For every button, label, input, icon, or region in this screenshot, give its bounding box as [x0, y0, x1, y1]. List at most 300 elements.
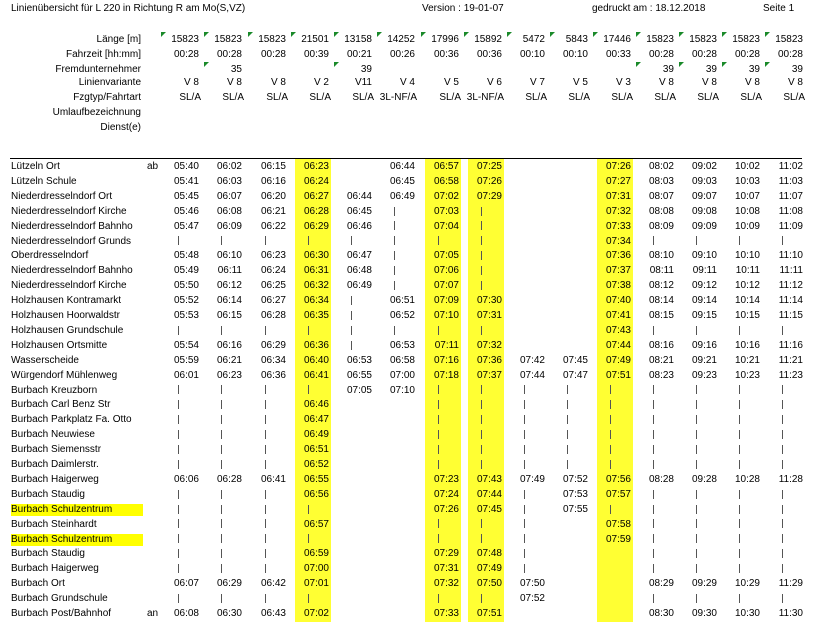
- stop-name: Burbach Staudig: [11, 488, 85, 500]
- pass-through-bar: [265, 593, 267, 605]
- pass-through-bar: [696, 534, 698, 546]
- stop-name: Burbach Steinhardt: [11, 518, 97, 530]
- departure-time: 05:59: [173, 354, 199, 366]
- departure-time: 07:32: [433, 578, 459, 590]
- pass-through-bar: [653, 236, 655, 248]
- pass-through-bar: [221, 236, 223, 248]
- pass-through-bar: [739, 385, 741, 397]
- departure-time: 11:14: [778, 295, 803, 307]
- departure-time: 09:10: [691, 250, 717, 262]
- departure-time: 06:07: [216, 190, 242, 202]
- departure-time: 07:48: [476, 548, 502, 560]
- pass-through-bar: [438, 459, 440, 471]
- pass-through-bar: [696, 325, 698, 337]
- length-value: 17996: [431, 34, 459, 45]
- pass-through-bar: [524, 504, 526, 516]
- pass-through-bar: [221, 534, 223, 546]
- header-divider: [10, 158, 802, 159]
- pass-through-bar: [265, 429, 267, 441]
- departure-time: 06:49: [346, 280, 372, 292]
- pass-through-bar: [178, 534, 180, 546]
- pass-through-bar: [178, 519, 180, 531]
- departure-time: 10:08: [734, 205, 760, 217]
- pass-through-bar: [438, 519, 440, 531]
- row-label: Fzgtyp/Fahrtart: [73, 92, 141, 103]
- stop-name: Burbach Staudig: [11, 548, 85, 560]
- departure-time: 06:43: [260, 608, 286, 619]
- departure-time: 05:54: [173, 339, 199, 351]
- departure-time: 07:07: [433, 280, 459, 292]
- departure-time: 07:25: [476, 161, 502, 172]
- departure-time: 06:32: [303, 280, 329, 292]
- pass-through-bar: [438, 534, 440, 546]
- departure-time: 06:51: [303, 444, 329, 456]
- trip-marker-icon: [507, 32, 512, 37]
- departure-time: 06:03: [216, 175, 242, 187]
- pass-through-bar: [438, 325, 440, 337]
- departure-time: 09:29: [691, 578, 717, 590]
- departure-time: 10:23: [734, 369, 760, 381]
- departure-time: 11:29: [778, 578, 803, 590]
- contractor-value: 39: [791, 64, 803, 75]
- pass-through-bar: [438, 444, 440, 456]
- departure-time: 09:14: [691, 295, 717, 307]
- departure-time: 07:37: [605, 265, 631, 277]
- runtime-value: 00:28: [777, 49, 803, 60]
- length-value: 15823: [689, 34, 717, 45]
- contractor-marker-icon: [679, 62, 684, 67]
- pass-through-bar: [178, 489, 180, 501]
- departure-time: 06:11: [217, 265, 242, 277]
- pass-through-bar: [524, 563, 526, 575]
- pass-through-bar: [438, 236, 440, 248]
- stop-name: Holzhausen Hoorwaldstr: [11, 310, 120, 321]
- departure-time: 08:12: [648, 280, 674, 292]
- departure-arrival-flag: an: [147, 608, 159, 619]
- departure-time: 07:05: [433, 250, 459, 262]
- pass-through-bar: [782, 459, 784, 471]
- pass-through-bar: [696, 519, 698, 531]
- stop-name: Burbach Carl Benz Str: [11, 399, 111, 411]
- departure-time: 07:49: [605, 354, 631, 366]
- departure-time: 06:53: [389, 339, 415, 351]
- pass-through-bar: [221, 429, 223, 441]
- contractor-marker-icon: [334, 62, 339, 67]
- departure-time: 07:51: [605, 369, 631, 381]
- departure-time: 05:53: [173, 310, 199, 321]
- pass-through-bar: [394, 250, 396, 262]
- departure-time: 07:23: [433, 473, 459, 485]
- runtime-value: 00:28: [216, 49, 242, 60]
- departure-time: 10:21: [734, 354, 760, 366]
- departure-time: 08:16: [648, 339, 674, 351]
- departure-time: 09:28: [691, 473, 717, 485]
- pass-through-bar: [524, 414, 526, 426]
- pass-through-bar: [394, 206, 396, 218]
- stop-name: Burbach Haigerweg: [11, 473, 99, 485]
- departure-time: 07:42: [519, 354, 545, 366]
- departure-time: 11:28: [778, 473, 803, 485]
- departure-time: 06:28: [216, 473, 242, 485]
- row-label: Fremdunternehmer: [55, 64, 141, 75]
- printed-date: gedruckt am : 18.12.2018: [592, 3, 706, 14]
- departure-time: 07:26: [605, 161, 631, 172]
- departure-time: 09:08: [691, 205, 717, 217]
- pass-through-bar: [221, 563, 223, 575]
- departure-time: 08:11: [649, 265, 674, 277]
- departure-time: 06:16: [216, 339, 242, 351]
- departure-time: 07:32: [476, 339, 502, 351]
- departure-time: 07:27: [605, 175, 631, 187]
- version-label: Version : 19-01-07: [422, 3, 504, 14]
- departure-time: 06:49: [389, 190, 415, 202]
- stop-name: Niederdresselndorf Bahnho: [11, 220, 133, 232]
- pass-through-bar: [221, 414, 223, 426]
- variant-value: V 8: [270, 77, 286, 88]
- contractor-marker-icon: [204, 62, 209, 67]
- pass-through-bar: [696, 504, 698, 516]
- departure-time: 07:49: [519, 473, 545, 485]
- trip-marker-icon: [291, 32, 296, 37]
- pass-through-bar: [696, 399, 698, 411]
- departure-time: 06:40: [303, 354, 329, 366]
- pass-through-bar: [653, 593, 655, 605]
- pass-through-bar: [221, 519, 223, 531]
- departure-time: 06:28: [303, 205, 329, 217]
- departure-time: 11:03: [778, 175, 803, 187]
- pass-through-bar: [653, 563, 655, 575]
- row-label: Fahrzeit [hh:mm]: [65, 49, 141, 60]
- pass-through-bar: [782, 519, 784, 531]
- stop-name: Lützeln Ort: [11, 161, 60, 172]
- departure-time: 07:44: [605, 339, 631, 351]
- pass-through-bar: [481, 250, 483, 262]
- departure-time: 11:08: [778, 205, 803, 217]
- page-number: Seite 1: [763, 3, 795, 14]
- departure-time: 06:06: [173, 473, 199, 485]
- runtime-value: 00:28: [734, 49, 760, 60]
- departure-arrival-flag: ab: [147, 161, 159, 172]
- stop-name: Holzhausen Ortsmitte: [11, 339, 108, 351]
- pass-through-bar: [782, 563, 784, 575]
- runtime-value: 00:10: [519, 49, 545, 60]
- trip-marker-icon: [334, 32, 339, 37]
- departure-time: 06:41: [260, 473, 286, 485]
- pass-through-bar: [696, 429, 698, 441]
- stop-name: Wasserscheide: [11, 354, 79, 366]
- pass-through-bar: [739, 593, 741, 605]
- vehicle-type-value: SL/A: [740, 92, 762, 103]
- departure-time: 07:03: [433, 205, 459, 217]
- departure-time: 06:57: [303, 518, 329, 530]
- pass-through-bar: [265, 444, 267, 456]
- departure-time: 08:09: [648, 220, 674, 232]
- departure-time: 07:50: [476, 578, 502, 590]
- row-label: Länge [m]: [96, 34, 141, 45]
- length-value: 17446: [603, 34, 631, 45]
- departure-time: 07:10: [389, 384, 415, 396]
- vehicle-type-value: SL/A: [439, 92, 461, 103]
- pass-through-bar: [178, 459, 180, 471]
- departure-time: 06:12: [216, 280, 242, 292]
- pass-through-bar: [438, 399, 440, 411]
- departure-time: 10:29: [734, 578, 760, 590]
- departure-time: 07:58: [605, 518, 631, 530]
- pass-through-bar: [653, 429, 655, 441]
- departure-time: 06:47: [303, 414, 329, 426]
- pass-through-bar: [308, 593, 310, 605]
- departure-time: 07:29: [476, 190, 502, 202]
- variant-value: V 7: [529, 77, 545, 88]
- pass-through-bar: [265, 236, 267, 248]
- pass-through-bar: [782, 385, 784, 397]
- runtime-value: 00:26: [389, 49, 415, 60]
- departure-time: 10:14: [734, 295, 760, 307]
- pass-through-bar: [351, 310, 353, 322]
- runtime-value: 00:28: [260, 49, 286, 60]
- pass-through-bar: [782, 534, 784, 546]
- departure-time: 06:35: [303, 310, 329, 321]
- pass-through-bar: [265, 534, 267, 546]
- pass-through-bar: [178, 429, 180, 441]
- pass-through-bar: [481, 236, 483, 248]
- pass-through-bar: [178, 504, 180, 516]
- departure-time: 06:34: [303, 295, 329, 307]
- row-label: Dienst(e): [100, 122, 141, 133]
- pass-through-bar: [394, 236, 396, 248]
- stop-name: Burbach Grundschule: [11, 593, 108, 605]
- variant-value: V 5: [443, 77, 459, 88]
- pass-through-bar: [524, 519, 526, 531]
- departure-time: 06:45: [389, 175, 415, 187]
- pass-through-bar: [739, 325, 741, 337]
- runtime-value: 00:21: [346, 49, 372, 60]
- departure-time: 07:47: [562, 369, 588, 381]
- departure-time: 07:02: [303, 608, 329, 619]
- departure-time: 06:15: [216, 310, 242, 321]
- departure-time: 06:46: [303, 399, 329, 411]
- length-value: 15823: [775, 34, 803, 45]
- departure-time: 07:57: [605, 488, 631, 500]
- variant-value: V11: [354, 77, 372, 88]
- departure-time: 07:09: [433, 295, 459, 307]
- departure-time: 06:51: [389, 295, 415, 307]
- departure-time: 07:37: [476, 369, 502, 381]
- departure-time: 06:36: [303, 339, 329, 351]
- pass-through-bar: [351, 340, 353, 352]
- pass-through-bar: [696, 593, 698, 605]
- pass-through-bar: [739, 429, 741, 441]
- pass-through-bar: [782, 548, 784, 560]
- pass-through-bar: [481, 593, 483, 605]
- departure-time: 07:26: [476, 175, 502, 187]
- stop-name: Holzhausen Kontramarkt: [11, 295, 122, 307]
- pass-through-bar: [782, 489, 784, 501]
- departure-time: 05:46: [173, 205, 199, 217]
- pass-through-bar: [524, 489, 526, 501]
- departure-time: 08:08: [648, 205, 674, 217]
- departure-time: 07:38: [605, 280, 631, 292]
- vehicle-type-value: SL/A: [266, 92, 288, 103]
- departure-time: 05:48: [173, 250, 199, 262]
- departure-time: 11:07: [778, 190, 803, 202]
- pass-through-bar: [739, 563, 741, 575]
- departure-time: 07:40: [605, 295, 631, 307]
- pass-through-bar: [653, 385, 655, 397]
- vehicle-type-value: SL/A: [783, 92, 805, 103]
- vehicle-type-value: SL/A: [352, 92, 374, 103]
- departure-time: 11:30: [778, 608, 803, 619]
- variant-value: V 6: [486, 77, 502, 88]
- pass-through-bar: [221, 399, 223, 411]
- pass-through-bar: [610, 385, 612, 397]
- trip-marker-icon: [204, 32, 209, 37]
- stop-name: Burbach Schulzentrum: [11, 504, 143, 516]
- pass-through-bar: [567, 414, 569, 426]
- departure-time: 08:28: [648, 473, 674, 485]
- trip-marker-icon: [593, 32, 598, 37]
- departure-time: 06:55: [303, 473, 329, 485]
- length-value: 15823: [214, 34, 242, 45]
- pass-through-bar: [524, 548, 526, 560]
- pass-through-bar: [394, 325, 396, 337]
- departure-time: 10:02: [734, 161, 760, 172]
- runtime-value: 00:36: [476, 49, 502, 60]
- pass-through-bar: [265, 459, 267, 471]
- departure-time: 07:53: [562, 488, 588, 500]
- departure-time: 07:52: [562, 473, 588, 485]
- departure-time: 07:05: [346, 384, 372, 396]
- departure-time: 08:21: [648, 354, 674, 366]
- pass-through-bar: [739, 444, 741, 456]
- pass-through-bar: [178, 414, 180, 426]
- departure-time: 06:10: [216, 250, 242, 262]
- contractor-marker-icon: [722, 62, 727, 67]
- pass-through-bar: [481, 265, 483, 277]
- departure-time: 08:07: [648, 190, 674, 202]
- departure-time: 07:50: [519, 578, 545, 590]
- departure-time: 09:21: [691, 354, 717, 366]
- departure-time: 06:31: [303, 265, 329, 277]
- pass-through-bar: [221, 459, 223, 471]
- pass-through-bar: [739, 519, 741, 531]
- vehicle-type-value: SL/A: [568, 92, 590, 103]
- pass-through-bar: [524, 429, 526, 441]
- variant-value: V 3: [615, 77, 631, 88]
- pass-through-bar: [567, 429, 569, 441]
- vehicle-type-value: SL/A: [179, 92, 201, 103]
- stop-name: Burbach Kreuzborn: [11, 384, 98, 396]
- trip-marker-icon: [377, 32, 382, 37]
- stop-name: Würgendorf Mühlenweg: [11, 369, 118, 381]
- departure-time: 07:30: [476, 295, 502, 307]
- pass-through-bar: [438, 414, 440, 426]
- pass-through-bar: [696, 459, 698, 471]
- pass-through-bar: [394, 280, 396, 292]
- pass-through-bar: [481, 399, 483, 411]
- pass-through-bar: [394, 221, 396, 233]
- pass-through-bar: [178, 444, 180, 456]
- pass-through-bar: [481, 206, 483, 218]
- pass-through-bar: [265, 399, 267, 411]
- departure-time: 11:02: [778, 161, 803, 172]
- row-label: Umlaufbezeichnung: [52, 107, 141, 118]
- pass-through-bar: [567, 385, 569, 397]
- pass-through-bar: [696, 414, 698, 426]
- contractor-value: 39: [360, 64, 372, 75]
- pass-through-bar: [739, 459, 741, 471]
- departure-time: 09:16: [691, 339, 717, 351]
- runtime-value: 00:33: [605, 49, 631, 60]
- pass-through-bar: [481, 325, 483, 337]
- departure-time: 07:02: [433, 190, 459, 202]
- departure-time: 06:07: [173, 578, 199, 590]
- pass-through-bar: [351, 236, 353, 248]
- departure-time: 09:11: [692, 265, 717, 277]
- departure-time: 07:10: [433, 310, 459, 321]
- pass-through-bar: [739, 399, 741, 411]
- stop-name: Holzhausen Grundschule: [11, 324, 124, 336]
- departure-time: 10:11: [735, 265, 760, 277]
- pass-through-bar: [481, 459, 483, 471]
- variant-value: V 5: [572, 77, 588, 88]
- departure-time: 05:50: [173, 280, 199, 292]
- variant-value: V 8: [701, 77, 717, 88]
- length-value: 5843: [565, 34, 588, 45]
- departure-time: 05:49: [173, 265, 199, 277]
- departure-time: 06:58: [389, 354, 415, 366]
- departure-time: 11:16: [778, 339, 803, 351]
- pass-through-bar: [265, 519, 267, 531]
- departure-time: 07:00: [303, 563, 329, 575]
- vehicle-type-value: SL/A: [611, 92, 633, 103]
- pass-through-bar: [178, 236, 180, 248]
- departure-time: 06:21: [260, 205, 286, 217]
- stop-name: Burbach Neuwiese: [11, 429, 95, 441]
- pass-through-bar: [696, 236, 698, 248]
- departure-time: 09:03: [691, 175, 717, 187]
- departure-time: 06:23: [216, 369, 242, 381]
- departure-time: 07:52: [519, 593, 545, 605]
- stop-name: Oberdresselndorf: [11, 250, 89, 262]
- pass-through-bar: [567, 459, 569, 471]
- departure-time: 07:33: [605, 220, 631, 232]
- departure-time: 11:12: [778, 280, 803, 292]
- departure-time: 06:42: [260, 578, 286, 590]
- departure-time: 08:15: [648, 310, 674, 321]
- departure-time: 07:01: [303, 578, 329, 590]
- pass-through-bar: [524, 385, 526, 397]
- departure-time: 05:47: [173, 220, 199, 232]
- pass-through-bar: [610, 429, 612, 441]
- departure-time: 09:12: [691, 280, 717, 292]
- pass-through-bar: [653, 325, 655, 337]
- departure-time: 05:41: [173, 175, 199, 187]
- contractor-marker-icon: [765, 62, 770, 67]
- pass-through-bar: [524, 444, 526, 456]
- departure-time: 07:34: [605, 235, 631, 247]
- pass-through-bar: [782, 325, 784, 337]
- departure-time: 07:00: [389, 369, 415, 381]
- pass-through-bar: [438, 593, 440, 605]
- departure-time: 07:45: [476, 503, 502, 515]
- departure-time: 06:24: [303, 175, 329, 187]
- departure-time: 06:30: [303, 250, 329, 262]
- length-value: 13158: [344, 34, 372, 45]
- departure-time: 06:53: [346, 354, 372, 366]
- departure-time: 11:21: [778, 354, 803, 366]
- length-value: 5472: [522, 34, 545, 45]
